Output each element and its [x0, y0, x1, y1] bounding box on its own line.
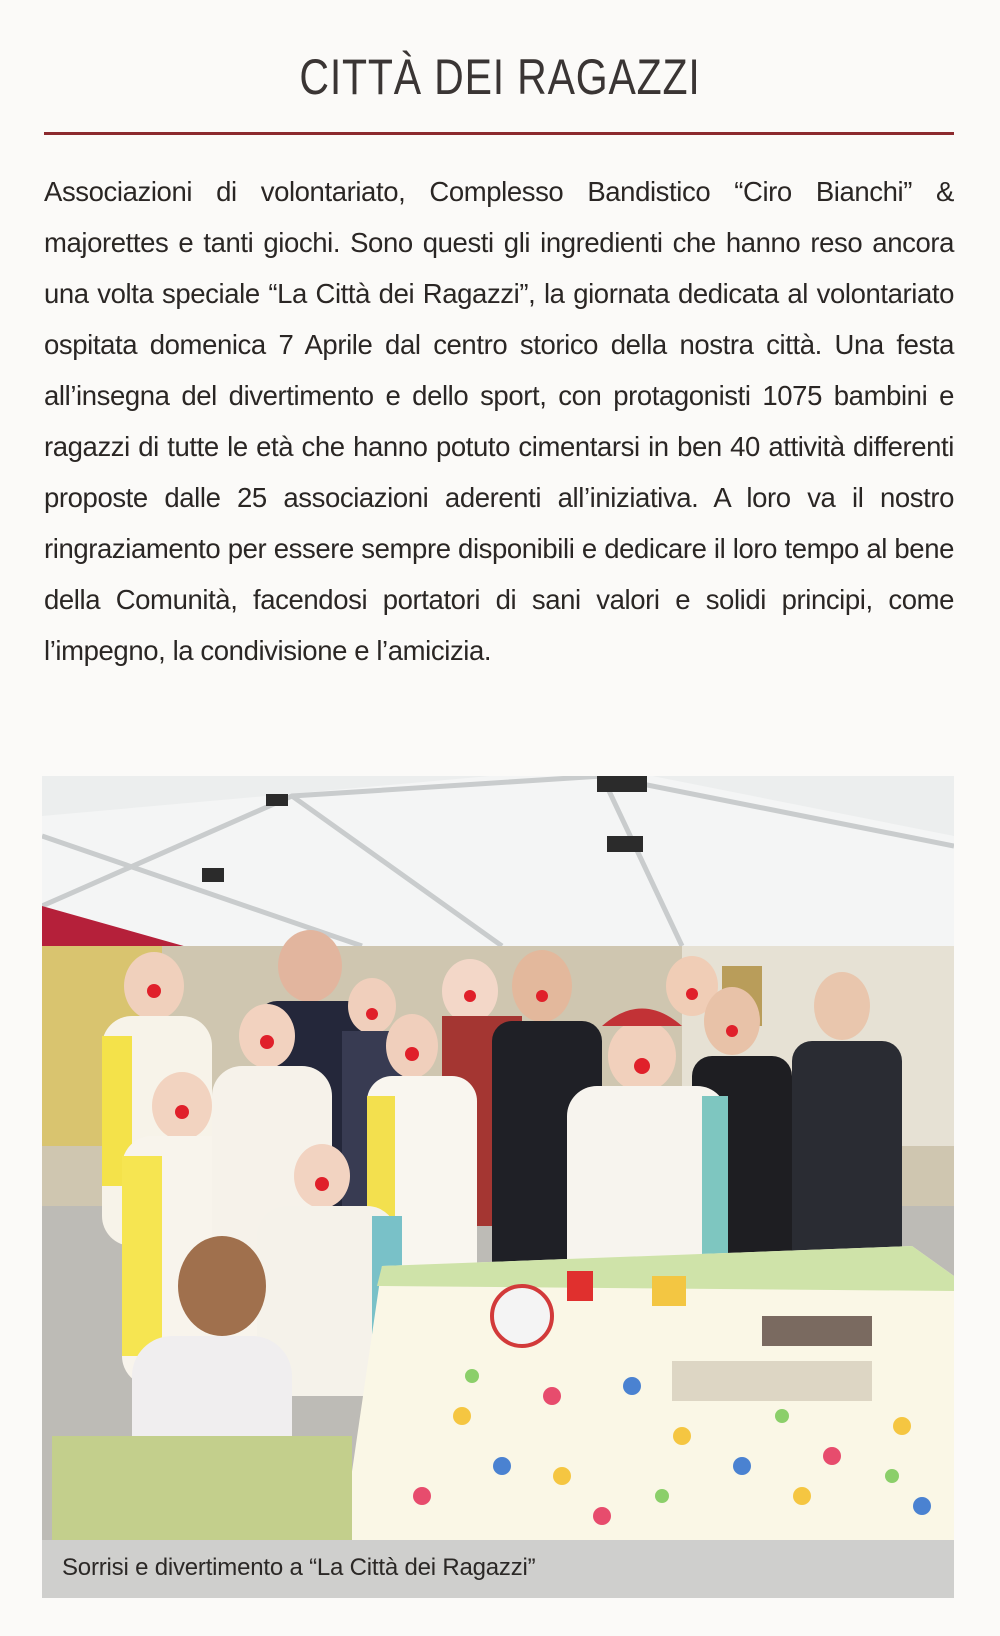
article-body: Associazioni di volontariato, Complesso Bandistico “Ciro Bianchi” & majorettes e tanti giochi. Sono questi gli ingredienti che hanno reso ancora una volta speciale “La Città dei Ragazzi”, la giornata dedicata al volontariato ospitata domenica 7 Aprile dal centro storico della nostra città. Una festa all’insegna del divertimento e dello sport, con protagonisti 1075 bambini e ragazzi di tutte le età che hanno potuto cimentarsi in ben 40 attività differenti proposte dalle 25 associazioni aderenti all’iniziativa. A loro va il nostro ringraziamento per essere sempre disponibili e dedicare il loro tempo al bene della Comunità, facendosi portatori di sani valori e solidi principi, come l’impegno, la condivisione e l’amicizia.: [44, 176, 954, 666]
title-divider: [44, 132, 954, 135]
event-photo: [42, 776, 954, 1540]
photo-caption-bar: [42, 1540, 954, 1598]
photo-caption: Sorrisi e divertimento a “La Città dei Ragazzi”: [62, 1554, 536, 1581]
article-title: CITTÀ DEI RAGAZZI: [299, 49, 701, 105]
